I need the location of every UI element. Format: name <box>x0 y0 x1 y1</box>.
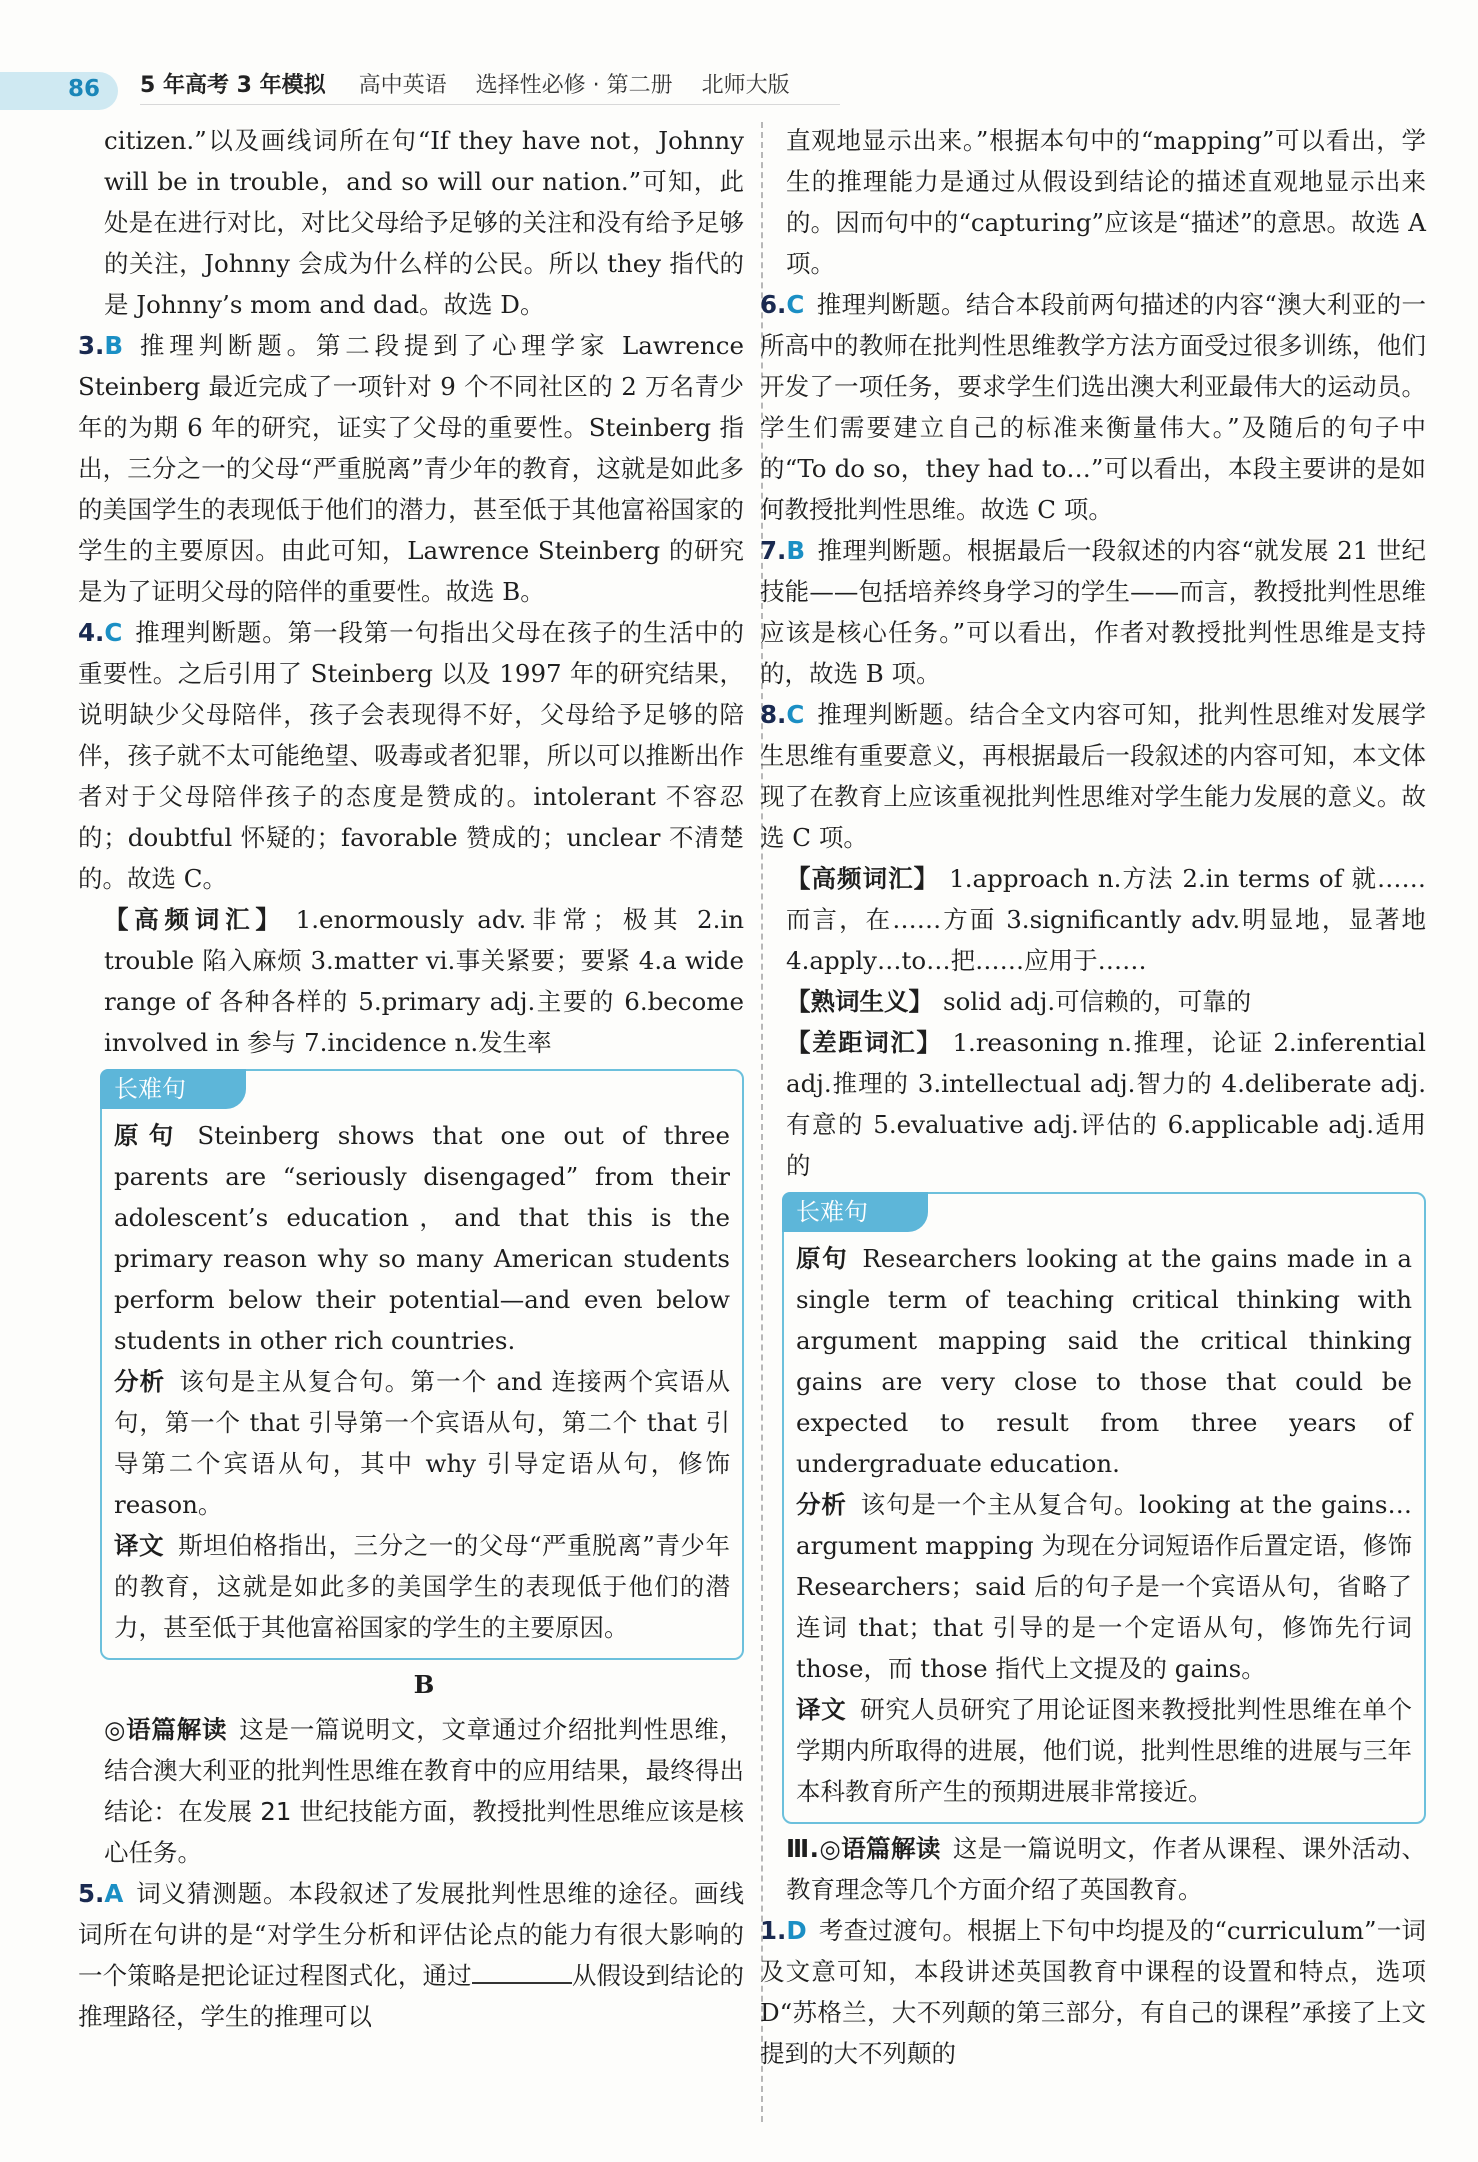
vocab-high-frequency: 【高频词汇】 1.approach n.方法 2.in terms of 就……而言，在……方面 3.significantly adv.明显地，显著地 4.apply…to…把……应用于…… <box>786 864 1427 975</box>
publisher: 北师大版 <box>701 73 790 98</box>
section-heading: B <box>413 1670 435 1699</box>
answer-item-4: 4.C 推理判断题。第一段第一句指出父母在孩子的生活中的重要性。之后引用了 Steinberg 以及 1997 年的研究结果，说明缺少父母陪伴，孩子会表现得不好，父母给予足够的陪伴，孩子就不太可能绝望、吸毒或者犯罪，所以可以推断出作者对于父母陪伴孩子的态度是赞成的。intolerant 不容忍的；doubtful 怀疑的；favorable 赞成的；unclear 不清楚的。故选 C。 <box>78 618 744 893</box>
long-sentence-box <box>100 1069 744 1660</box>
page-number: 86 <box>68 76 101 102</box>
sentence-analysis: 分析 该句是主从复合句。第一个 and 连接两个宾语从句，第一个 that 引导第一个宾语从句，第二个 that 引导第二个宾语从句，其中 why 引导定语从句，修饰 reason。 <box>114 1367 730 1519</box>
answer-letter: D <box>786 1916 807 1945</box>
vocab-gap: 【差距词汇】 1.reasoning n.推理，论证 2.inferential adj.推理的 3.intellectual adj.智力的 4.deliberate adj.有意的 5.evaluative adj.评估的 6.applicable adj.适用的 <box>786 1028 1426 1180</box>
answer-letter: A <box>104 1879 124 1908</box>
right-column <box>760 120 1427 2074</box>
sentence-analysis: 分析 该句是一个主从复合句。looking at the gains…argument mapping 为现在分词短语作后置定语，修饰 Researchers；said 后的句子是一个宾语从句，省略了连词 that；that 引导的是一个定语从句，修饰先行词 those，而 those 指代上文提及的 gains。 <box>796 1490 1412 1683</box>
answer-item-5: 5.A 词义猜测题。本段叙述了发展批判性思维的途径。画线词所在句讲的是“对学生分析和评估论点的能力有很大影响的一个策略是把论证过程图式化，通过 从假设到结论的推理路径，学生的推理可以 <box>78 1879 745 2031</box>
sentence-translation: 译文 斯坦伯格指出，三分之一的父母“严重脱离”青少年的教育，这就是如此多的美国学生的表现低于他们的潜力，甚至低于其他富裕国家的学生的主要原因。 <box>114 1531 730 1642</box>
header-title <box>140 68 812 99</box>
answer-letter: C <box>786 290 805 319</box>
original-sentence: 原句 Researchers looking at the gains made in a single term of teaching critical thinking with argument mapping said the critical thinking gains are very close to those that could be expected to result from three years of undergraduate education. <box>796 1244 1412 1478</box>
header-rule <box>140 104 840 105</box>
box-tab: 长难句 <box>100 1069 246 1109</box>
answer-blank <box>472 1958 572 1984</box>
answer-item-8: 8.C 推理判断题。结合全文内容可知，批判性思维对发展学生思维有重要意义，再根据最后一段叙述的内容可知，本文体现了在教育上应该重视批判性思维对学生能力发展的意义。故选 C 项。 <box>760 700 1426 852</box>
volume: 选择性必修 · 第二册 <box>475 73 673 98</box>
subject: 高中英语 <box>358 73 447 98</box>
vocab-list: 1.enormously adv.非常；极其 2.in trouble 陷入麻烦 3.matter vi.事关紧要；要紧 4.a wide range of 各种各样的 5.primary adj.主要的 6.become involved in 参与 7.incidence n.发生率 <box>104 905 744 1057</box>
summary-label: ◎语篇解读 <box>104 1715 228 1744</box>
summary-label: Ⅲ.◎语篇解读 <box>786 1834 941 1863</box>
box-tab: 长难句 <box>782 1192 928 1232</box>
continued-answer: citizen.”以及画线词所在句“If they have not，Johnny will be in trouble，and so will our nation.”可知，此处是在进行对比，对比父母给予足够的关注和没有给予足够的关注，Johnny 会成为什么样的公民。所以 they 指代的是 Johnny’s mom and dad。故选 D。 <box>104 126 744 319</box>
answer-text: 推理判断题。第一段第一句指出父母在孩子的生活中的重要性。之后引用了 Steinberg 以及 1997 年的研究结果，说明缺少父母陪伴，孩子会表现得不好，父母给予足够的陪伴，孩子就不太可能绝望、吸毒或者犯罪，所以可以推断出作者对于父母陪伴孩子的态度是赞成的。intolerant 不容忍的；doubtful 怀疑的；favorable 赞成的；unclear 不清楚的。故选 C。 <box>78 618 744 893</box>
long-sentence-box <box>782 1192 1426 1824</box>
original-sentence: 原句 Steinberg shows that one out of three parents are “seriously disengaged” from their adolescent’s education，and that this is the primary reason why so many American students perform below their potential—and even below students in other rich countries. <box>114 1121 731 1355</box>
left-column <box>78 120 745 2037</box>
vocab-familiar-new-meaning: 【熟词生义】 solid adj.可信赖的，可靠的 <box>786 987 1252 1016</box>
vocab-tag: 【高频词汇】 <box>104 905 286 934</box>
answer-text: 推理判断题。第二段提到了心理学家 Lawrence Steinberg 最近完成了一项针对 9 个不同社区的 2 万名青少年的为期 6 年的研究，证实了父母的重要性。Steinberg 指出，三分之一的父母“严重脱离”青少年的教育，这就是如此多的美国学生的表现低于他们的潜力，甚至低于其他富裕国家的学生的主要原因。由此可知，Lawrence Steinberg 的研究是为了证明父母的陪伴的重要性。故选 B。 <box>78 331 744 606</box>
passage-summary: Ⅲ.◎语篇解读 这是一篇说明文，作者从课程、课外活动、教育理念等几个方面介绍了英国教育。 <box>786 1834 1426 1904</box>
answer-letter: B <box>104 331 124 360</box>
page-number-tab <box>0 72 118 110</box>
answer-item-1: 1.D 考查过渡句。根据上下句中均提及的“curriculum”一词及文意可知，本段讲述英国教育中课程的设置和特点，选项 D“苏格兰，大不列颠的第三部分，有自己的课程”承接了上文提到的大不列颠的 <box>760 1916 1426 2068</box>
sentence-translation: 译文 研究人员研究了用论证图来教授批判性思维在单个学期内所取得的进展，他们说，批判性思维的进展与三年本科教育所产生的预期进展非常接近。 <box>796 1695 1412 1806</box>
brand-name: 5 年高考 3 年模拟 <box>140 73 326 98</box>
continued-answer: 直观地显示出来。”根据本句中的“mapping”可以看出，学生的推理能力是通过从假设到结论的描述直观地显示出来的。因而句中的“capturing”应该是“描述”的意思。故选 A 项。 <box>786 126 1426 278</box>
page-header <box>0 0 1478 120</box>
answer-item-6: 6.C 推理判断题。结合本段前两句描述的内容“澳大利亚的一所高中的教师在批判性思维教学方法方面受过很多训练，他们开发了一项任务，要求学生们选出澳大利亚最伟大的运动员。学生们需要建立自己的标准来衡量伟大。”及随后的句子中的“To do so，they had to…”可以看出，本段主要讲的是如何教授批判性思维。故选 C 项。 <box>760 290 1426 524</box>
answer-letter: B <box>786 536 806 565</box>
answer-item-7: 7.B 推理判断题。根据最后一段叙述的内容“就发展 21 世纪技能——包括培养终身学习的学生——而言，教授批判性思维应该是核心任务。”可以看出，作者对教授批判性思维是支持的，故选 B 项。 <box>760 536 1426 688</box>
vocab-high-frequency <box>104 899 744 1063</box>
passage-summary: ◎语篇解读 这是一篇说明文，文章通过介绍批判性思维，结合澳大利亚的批判性思维在教育中的应用结果，最终得出结论：在发展 21 世纪技能方面，教授批判性思维应该是核心任务。 <box>104 1715 744 1867</box>
answer-letter: C <box>104 618 123 647</box>
answer-letter: C <box>786 700 805 729</box>
answer-item-3: 3.B 推理判断题。第二段提到了心理学家 Lawrence Steinberg 最近完成了一项针对 9 个不同社区的 2 万名青少年的为期 6 年的研究，证实了父母的重要性。Steinberg 指出，三分之一的父母“严重脱离”青少年的教育，这就是如此多的美国学生的表现低于他们的潜力，甚至低于其他富裕国家的学生的主要原因。由此可知，Lawrence Steinberg 的研究是为了证明父母的陪伴的重要性。故选 B。 <box>78 331 744 606</box>
